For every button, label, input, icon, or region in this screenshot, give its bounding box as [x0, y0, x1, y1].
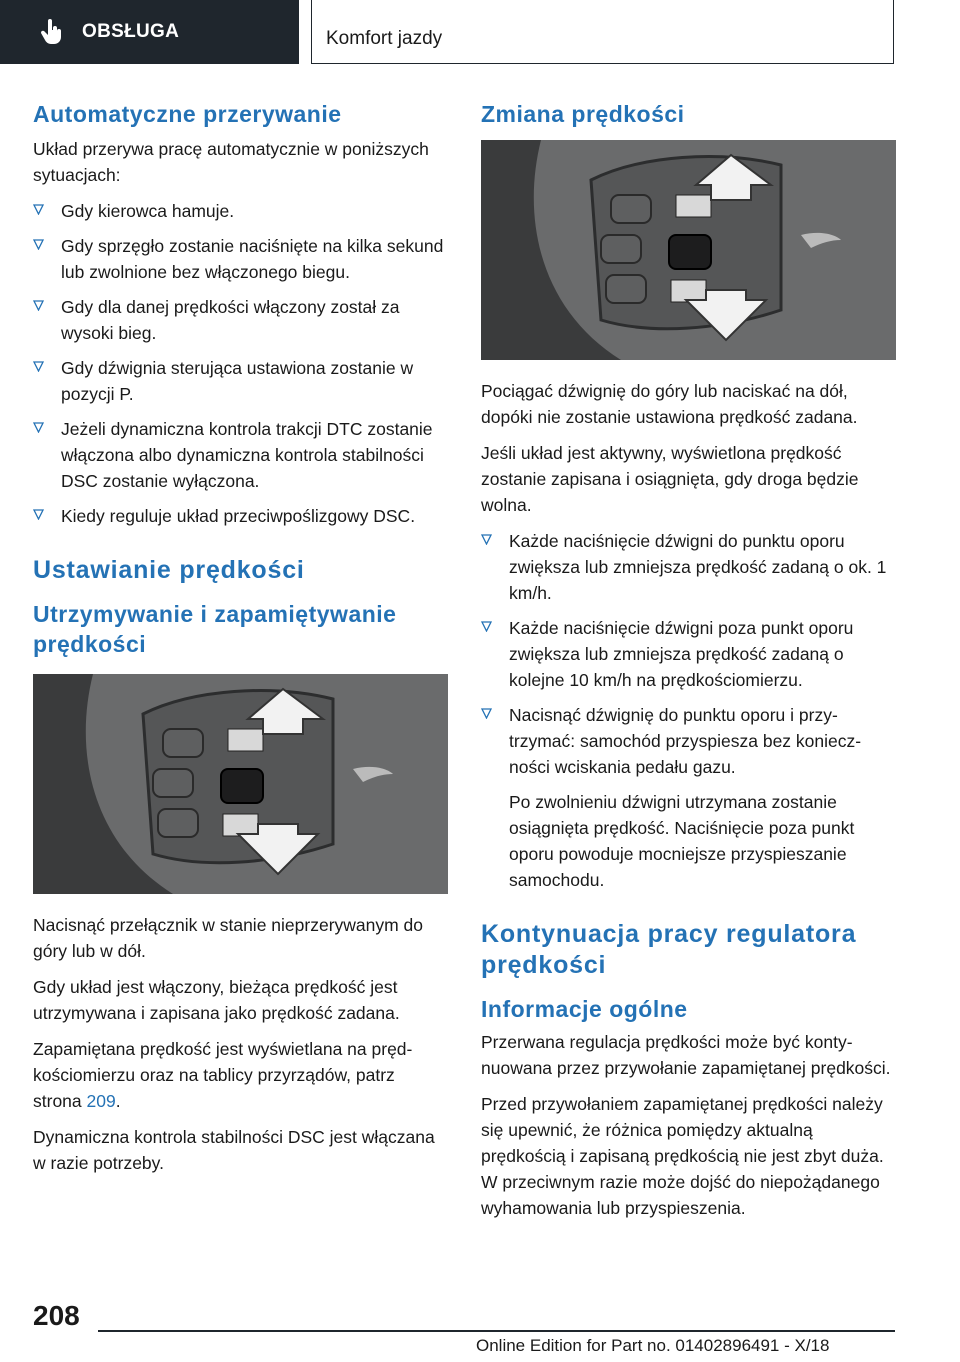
left-column — [33, 100, 448, 1186]
change-speed-list — [481, 528, 896, 780]
resume-subtitle: Informacje ogólne — [481, 996, 688, 1023]
list-item: Jeżeli dynamiczna kontrola trakcji DTC zostanie włączona albo dynamiczna kontrola stabilności DSC zostanie wyłączona. — [33, 416, 448, 494]
steering-control-illustration — [481, 140, 896, 360]
steering-wheel-control-image — [33, 674, 448, 894]
auto-interrupt-intro: Układ przerywa pracę automatycznie w poniższych sytuacjach: — [33, 138, 429, 185]
list-item: Każde naciśnięcie dźwigni do punktu oporu zwiększa lub zmniejsza prędkość zadaną o ok. 1 km/h. — [481, 528, 896, 606]
resume-p2: Przed przywołaniem zapamiętanej prędkości należy się upewnić, że różnica pomiędzy aktualną prędkością i zapisaną prędkością nie jest zbyt duża. W przeciwnym razie może dojść do niepożądanego wyhamowania lub przyspieszenia. — [481, 1094, 884, 1219]
bullet-triangle-icon — [33, 422, 44, 433]
bullet-triangle-icon — [33, 239, 44, 250]
bullet-triangle-icon — [481, 534, 492, 545]
bullet-triangle-icon — [33, 300, 44, 311]
list-item: Każde naciśnięcie dźwigni poza punkt oporu zwiększa lub zmniejsza prędkość zadaną o kolejne 10 km/h na prędkościomierzu. — [481, 615, 896, 693]
page-number: 208 — [33, 1300, 80, 1331]
list-item: Gdy sprzęgło zostanie naciśnięte na kilka sekund lub zwolnione bez włączonego biegu. — [33, 233, 448, 285]
chapter-title: Komfort jazdy — [326, 28, 443, 49]
right-column — [481, 100, 896, 1231]
page-reference-link[interactable]: 209 — [86, 1090, 116, 1111]
resume-title: Kontynuacja pracy regulatora prędkości — [481, 919, 857, 980]
edition-note: Online Edition for Part no. 01402896491 - X/18 — [476, 1336, 830, 1355]
list-item: Kiedy reguluje układ przeciwpoślizgowy DSC. — [33, 503, 448, 529]
change-speed-p2: Jeśli układ jest aktywny, wyświetlona prędkość zostanie zapisana i osiągnięta, gdy droga będzie wolna. — [481, 442, 859, 515]
bullet-triangle-icon — [33, 204, 44, 215]
set-speed-subtitle: Utrzymywanie i zapamiętywanie prędkości — [33, 601, 397, 658]
set-speed-p3: Zapamiętana prędkość jest wyświetlana na prędkościomierzu oraz na tablicy przyrządów, patrz strona 209. — [33, 1038, 413, 1111]
list-item: Gdy kierowca hamuje. — [33, 198, 448, 224]
bullet-triangle-icon — [481, 708, 492, 719]
hand-pointer-icon — [40, 19, 64, 45]
set-speed-p2: Gdy układ jest włączony, bieżąca prędkość jest utrzymywana i zapisana jako prędkość zadana. — [33, 976, 400, 1023]
change-speed-p1: Pociągać dźwignię do góry lub naciskać na dół, dopóki nie zostanie ustawiona prędkość zadana. — [481, 380, 858, 427]
change-speed-note: Po zwolnieniu dźwigni utrzymana zostanie osiągnięta prędkość. Naciśnięcie poza punkt oporu powoduje mocniejsze przyspieszanie samochodu. — [509, 791, 855, 890]
bullet-triangle-icon — [33, 361, 44, 372]
resume-p1: Przerwana regulacja prędkości może być kontynuowana przez przywołanie zapamiętanej prędkości. — [481, 1032, 891, 1079]
auto-interrupt-title: Automatyczne przerywanie — [33, 101, 342, 127]
bullet-triangle-icon — [481, 621, 492, 632]
list-item: Gdy dla danej prędkości włączony został za wysoki bieg. — [33, 294, 448, 346]
section-label: OBSŁUGA — [82, 21, 180, 42]
list-item: Gdy dźwignia sterująca ustawiona zostanie w pozycji P. — [33, 355, 448, 407]
section-tab — [0, 0, 299, 64]
change-speed-title: Zmiana prędkości — [481, 101, 685, 127]
auto-interrupt-list — [33, 198, 448, 529]
footer-divider — [98, 1330, 895, 1332]
bullet-triangle-icon — [33, 509, 44, 520]
steering-control-illustration — [33, 674, 448, 894]
steering-wheel-control-image — [481, 140, 896, 360]
set-speed-p4: Dynamiczna kontrola stabilności DSC jest włączana w razie potrzeby. — [33, 1126, 435, 1173]
list-item: Nacisnąć dźwignię do punktu oporu i przytrzymać: samochód przyspiesza bez konieczności wciskania pedału gazu. — [481, 702, 896, 780]
set-speed-p1: Nacisnąć przełącznik w stanie nieprzerywanym do góry lub w dół. — [33, 914, 424, 961]
set-speed-title: Ustawianie prędkości — [33, 555, 305, 584]
chapter-box — [311, 0, 894, 64]
